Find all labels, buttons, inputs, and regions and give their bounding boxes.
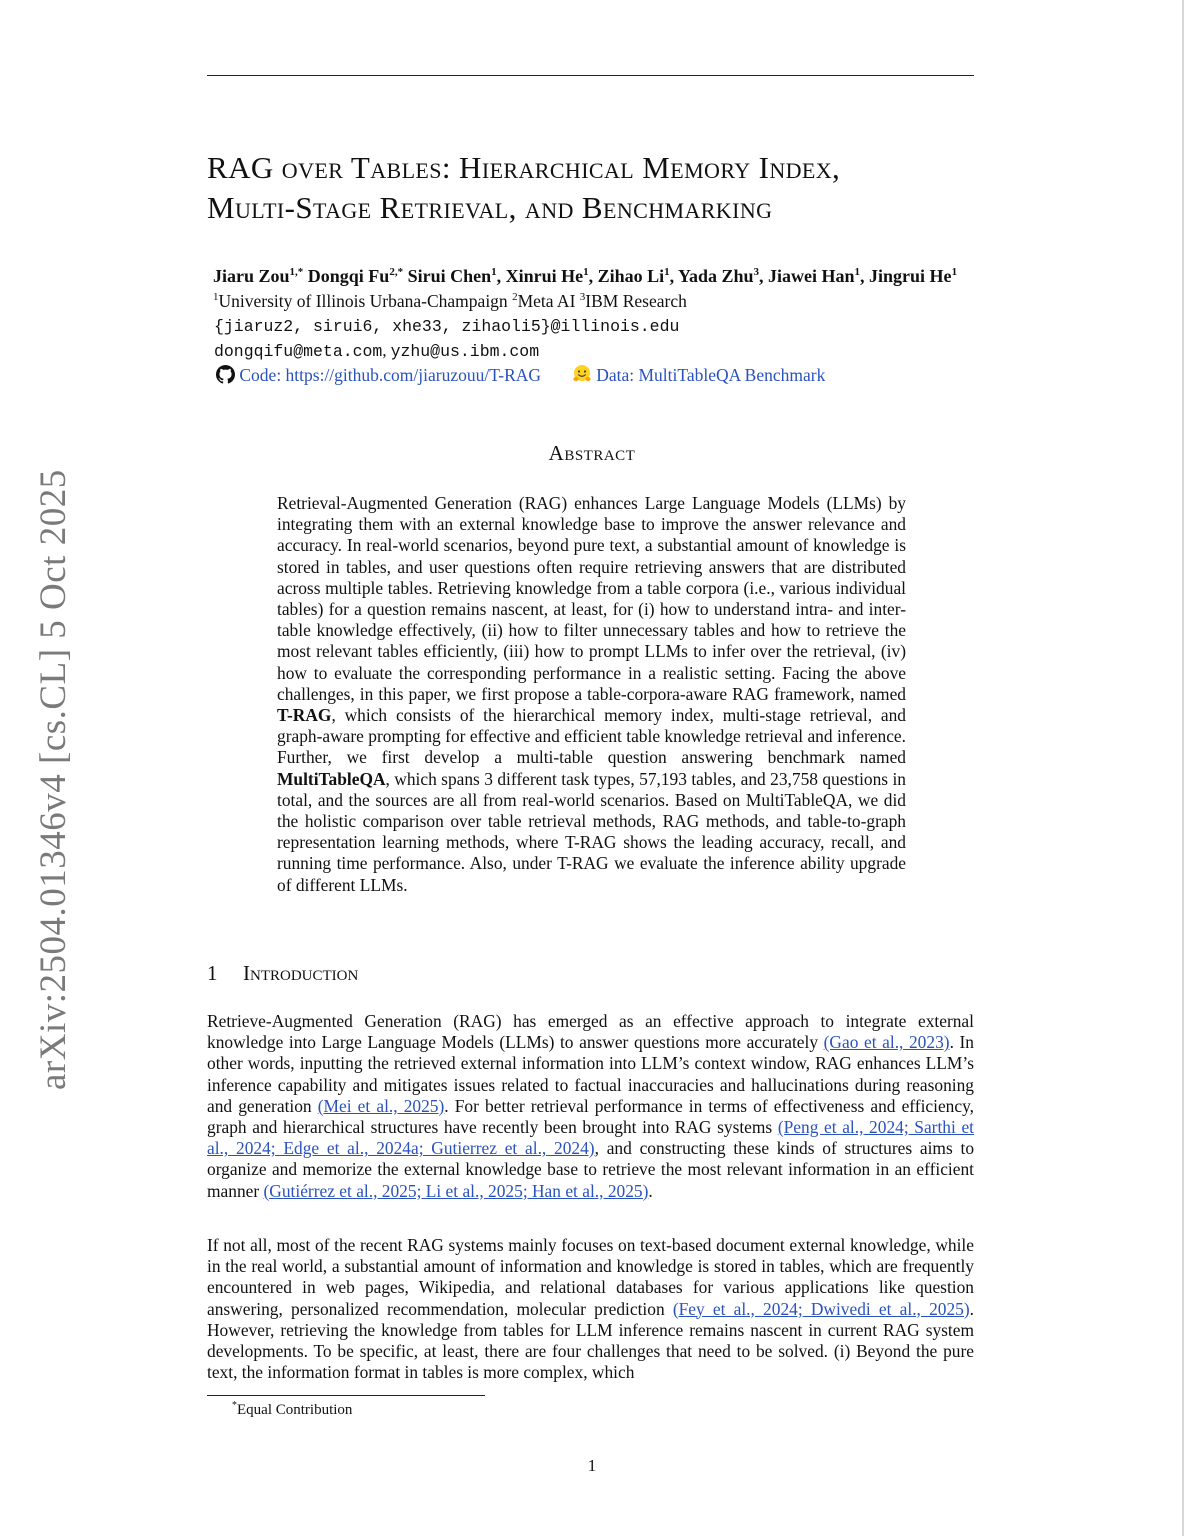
author-name: Dongqi Fu <box>307 266 390 286</box>
author-sup: 1 <box>491 266 497 278</box>
abstract-bold-term: MultiTableQA <box>277 768 386 789</box>
affil-sup: 1 <box>213 291 219 304</box>
affil-name: Meta AI <box>517 291 576 311</box>
affil-sup: 2 <box>512 291 518 304</box>
title-line-1: RAG over Tables: Hierarchical Memory Index, <box>207 150 841 185</box>
abstract-text: Retrieval-Augmented Generation (RAG) enhances Large Language Models (LLMs) by integrating them with an external knowledge base to improve the answer relevance and accuracy. In real-world scenarios, beyond pure text, a substantial amount of knowledge is stored in tables, and user questions often require retrieving answers that are distributed across multiple tables. Retrieving knowledge from a table corpora (i.e., various individual tables) for a question remains nascent, at least, for (i) how to understand intra- and inter-table knowledge effectively, (ii) how to filter unnecessary tables and how to retrieve the most relevant tables efficiently, (iii) how to prompt LLMs to infer over the retrieval, (iv) how to evaluate the corresponding performance in a realistic setting. Facing the above challenges, in this paper, we first propose a table-corpora-aware RAG framework, named <box>277 493 906 704</box>
affil-name: University of Illinois Urbana-Champaign <box>218 291 508 311</box>
citation-link[interactable]: (Peng et al., 2024; Sarthi et al., 2024; Edge et al., 2024a; Gutierrez et al., 2024) <box>207 1117 975 1159</box>
citation-link[interactable]: (Mei et al., 2025) <box>317 1095 445 1116</box>
resource-links <box>216 364 825 386</box>
abstract-text: , which consists of the hierarchical memory index, multi-stage retrieval, and graph-aware prompting for effective and efficient table knowledge retrieval and inference. Further, we first develop a multi-table question answering benchmark named <box>277 705 906 768</box>
author-sup: 1 <box>664 266 670 278</box>
email-link[interactable]: yzhu@us.ibm.com <box>390 342 540 361</box>
affil-name: IBM Research <box>585 291 687 311</box>
author-name: Yada Zhu <box>677 266 754 286</box>
section-number: 1 <box>207 961 218 985</box>
footnote-text: Equal Contribution <box>237 1402 353 1418</box>
intro-paragraph-2 <box>207 1235 974 1383</box>
author-sup: 1,* <box>289 266 304 278</box>
citation-link[interactable]: (Gao et al., 2023) <box>823 1032 950 1053</box>
author-sup: 1 <box>854 266 861 278</box>
arxiv-stamp: arXiv:2504.01346v4 [cs.CL] 5 Oct 2025 <box>33 469 74 1090</box>
email-line-1: {jiaruz2, sirui6, xhe33, zihaoli5}@illinois.edu <box>214 317 680 336</box>
body-text: If not all, most of the recent RAG systems mainly focuses on text-based document external knowledge, while in the real world, a substantial amount of information and knowledge is stored in tables, which are frequently encountered in web pages, Wikipedia, and relational databases for various applications like question answering, personalized recommendation, molecular prediction <box>207 1235 974 1319</box>
author-sup: 3 <box>753 266 760 278</box>
section-heading-introduction <box>207 961 358 986</box>
body-text: Retrieve-Augmented Generation (RAG) has emerged as an effective approach to integrate external knowledge into Large Language Models (LLMs) to answer questions more accurately <box>207 1011 974 1053</box>
author-name: Jiaru Zou <box>213 266 290 286</box>
email-link[interactable]: dongqifu@meta.com <box>214 342 383 361</box>
top-rule <box>207 75 974 76</box>
code-link[interactable]: Code: https://github.com/jiaruzouu/T-RAG <box>239 365 542 385</box>
affiliations <box>213 291 687 312</box>
paper-title <box>207 148 1007 228</box>
footnote-rule <box>207 1395 485 1396</box>
page-number: 1 <box>587 1456 597 1475</box>
author-sup: 1 <box>583 266 589 278</box>
author-name: Sirui Chen <box>407 266 492 286</box>
abstract-body <box>277 493 906 896</box>
author-name: Jingrui He <box>869 266 952 286</box>
github-icon <box>216 365 239 385</box>
data-link[interactable]: Data: MultiTableQA Benchmark <box>596 365 826 385</box>
title-line-2: Multi-Stage Retrieval, and Benchmarking <box>207 190 773 225</box>
body-text: , and constructing these kinds of structures aims to organize and memorize the external knowledge base to retrieve the most relevant information in an efficient manner <box>207 1138 975 1201</box>
email-line-2: dongqifu@meta.com, yzhu@us.ibm.com <box>214 341 540 361</box>
affil-sup: 3 <box>579 291 586 304</box>
body-text: . <box>648 1180 653 1201</box>
abstract-text: , which spans 3 different task types, 57,193 tables, and 23,758 questions in total, and the sources are all from real-world scenarios. Based on MultiTableQA, we did the holistic comparison over table retrieval methods, RAG methods, and table-to-graph representation learning methods, where T-RAG shows the leading accuracy, recall, and running time performance. Also, under T-RAG we evaluate the inference ability upgrade of different LLMs. <box>277 768 906 895</box>
citation-link[interactable]: (Fey et al., 2024; Dwivedi et al., 2025) <box>672 1298 970 1319</box>
hugging-face-icon <box>572 365 596 385</box>
footnote <box>232 1400 352 1419</box>
abstract-heading: Abstract <box>548 441 636 465</box>
abstract-bold-term: T-RAG <box>277 705 332 726</box>
body-text: . For better retrieval performance in terms of effectiveness and efficiency, graph and hierarchical structures have recently been brought into RAG systems <box>207 1095 975 1138</box>
author-name: Jiawei Han <box>768 266 855 286</box>
author-name: Zihao Li <box>597 266 665 286</box>
intro-paragraph-1 <box>207 1011 974 1202</box>
author-sup: 2,* <box>389 266 404 278</box>
author-list: Jiaru Zou$^{1,*}$ Dongqi $Fu^{2,*}$ Sirui Chen$^1$, Xinrui He$^1$, Zihao Li$^1$, Yada Zhu$^3$, Jiawei Han$^1$, Jingrui He$^1$ <box>213 266 958 286</box>
section-title: Introduction <box>243 961 359 985</box>
body-text: . In other words, inputting the retrieved external information into LLM’s context window, RAG enhances LLM’s inference capability and mitigates issues related to factual inaccuracies and hallucinations during reasoning and generation <box>207 1032 974 1116</box>
footnote-mark: * <box>232 1400 237 1411</box>
body-text: . However, retrieving the knowledge from tables for LLM inference remains nascent in current RAG system developments. To be specific, at least, there are four challenges that need to be solved. (i) Beyond the pure text, the information format in tables is more complex, which <box>207 1298 974 1383</box>
author-sup: 1 <box>951 266 958 278</box>
author-name: Xinrui He <box>505 266 584 286</box>
citation-link[interactable]: (Gutiérrez et al., 2025; Li et al., 2025; Han et al., 2025) <box>263 1180 649 1201</box>
